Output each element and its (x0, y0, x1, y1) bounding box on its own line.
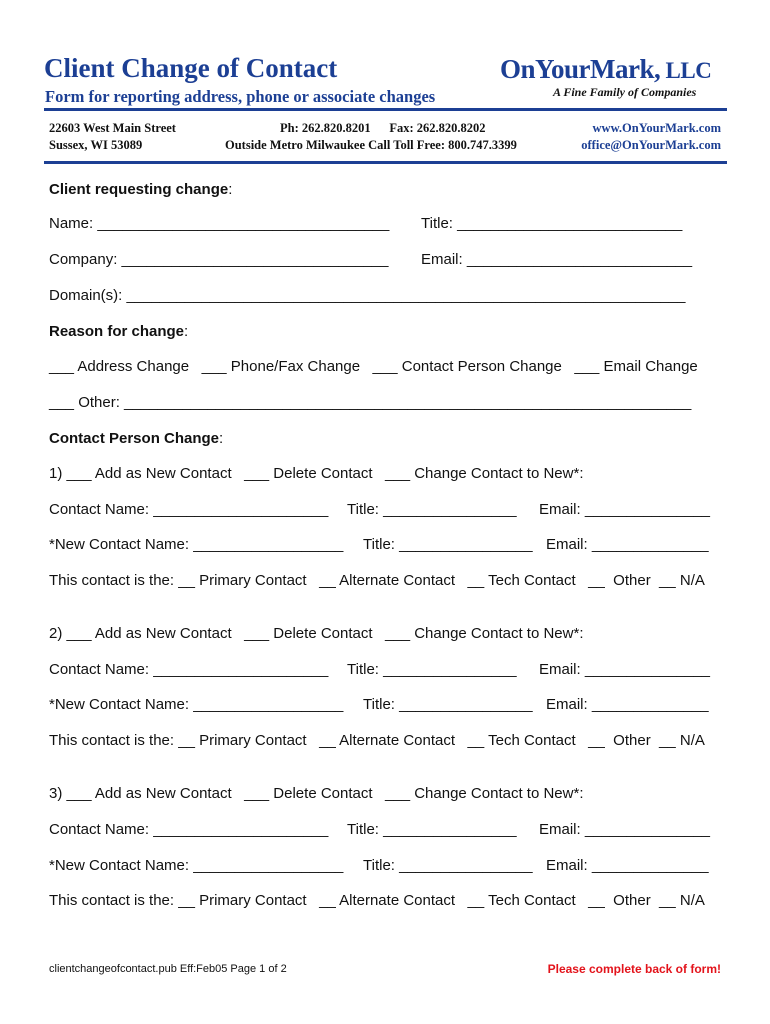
domains-field[interactable]: Domain(s): ___________________________________________________________________ (49, 287, 686, 304)
header-divider-top (44, 108, 727, 111)
client-email-field[interactable]: Email: ___________________________ (421, 251, 693, 268)
contact-block-1-type[interactable]: This contact is the: __ Primary Contact __ Alternate Contact __ Tech Contact __ Other __ N/A (49, 572, 705, 589)
contact-block-3-type[interactable]: This contact is the: __ Primary Contact __ Alternate Contact __ Tech Contact __ Other __ N/A (49, 892, 705, 909)
new-contact-title-field[interactable]: Title: ________________ (363, 536, 533, 553)
page-subtitle: Form for reporting address, phone or associate changes (45, 87, 436, 106)
new-contact-email-field[interactable]: Email: ______________ (546, 696, 709, 713)
contact-title-field[interactable]: Title: ________________ (347, 821, 517, 838)
contact-block-2-type[interactable]: This contact is the: __ Primary Contact __ Alternate Contact __ Tech Contact __ Other __ N/A (49, 732, 705, 749)
new-contact-name-field[interactable]: *New Contact Name: __________________ (49, 857, 344, 874)
reason-section-heading: Reason for change: (49, 323, 189, 340)
client-section-heading: Client requesting change: (49, 181, 233, 198)
new-contact-email-field[interactable]: Email: ______________ (546, 857, 709, 874)
contact-block-1-new (49, 536, 729, 553)
contact-block-3-new (49, 857, 729, 874)
contact-title-field[interactable]: Title: ________________ (347, 661, 517, 678)
title-field[interactable]: Title: ___________________________ (421, 215, 683, 232)
new-contact-name-field[interactable]: *New Contact Name: __________________ (49, 536, 344, 553)
contact-block-1-current (49, 501, 729, 518)
footer-file-info: clientchangeofcontact.pub Eff:Feb05 Page 1 of 2 (49, 963, 287, 975)
domains-row (49, 287, 729, 304)
contact-block-1-actions[interactable]: 1) ___ Add as New Contact ___ Delete Contact ___ Change Contact to New*: (49, 465, 584, 482)
reason-options-row[interactable]: ___ Address Change ___ Phone/Fax Change ___ Contact Person Change ___ Email Change (49, 358, 698, 375)
page-title: Client Change of Contact (44, 53, 338, 83)
contact-block-2-new (49, 696, 729, 713)
contact-name-field[interactable]: Contact Name: _____________________ (49, 501, 329, 518)
name-field[interactable]: Name: ___________________________________ (49, 215, 390, 232)
contact-email-field[interactable]: Email: _______________ (539, 501, 710, 518)
contact-block-2-current (49, 661, 729, 678)
toll-free-number: Outside Metro Milwaukee Call Toll Free: 800.747.3399 (225, 138, 517, 152)
website-link[interactable]: www.OnYourMark.com (592, 121, 721, 135)
contact-title-field[interactable]: Title: ________________ (347, 501, 517, 518)
new-contact-title-field[interactable]: Title: ________________ (363, 696, 533, 713)
contact-section-heading: Contact Person Change: (49, 430, 224, 447)
company-tagline: A Fine Family of Companies (553, 85, 697, 99)
contact-block-3-current (49, 821, 729, 838)
client-company-row (49, 251, 729, 268)
contact-block-2-actions[interactable]: 2) ___ Add as New Contact ___ Delete Contact ___ Change Contact to New*: (49, 625, 584, 642)
contact-block-3-actions[interactable]: 3) ___ Add as New Contact ___ Delete Contact ___ Change Contact to New*: (49, 785, 584, 802)
logo-llc-text: LLC (660, 58, 712, 83)
header-divider-bottom (44, 161, 727, 164)
new-contact-title-field[interactable]: Title: ________________ (363, 857, 533, 874)
contact-email-field[interactable]: Email: _______________ (539, 661, 710, 678)
new-contact-name-field[interactable]: *New Contact Name: __________________ (49, 696, 344, 713)
contact-name-field[interactable]: Contact Name: _____________________ (49, 661, 329, 678)
client-name-row (49, 215, 729, 232)
contact-name-field[interactable]: Contact Name: _____________________ (49, 821, 329, 838)
footer-back-note: Please complete back of form! (547, 962, 721, 976)
reason-other-row[interactable]: ___ Other: ____________________________________________________________________ (49, 394, 692, 411)
address-line-2: Sussex, WI 53089 (49, 138, 143, 152)
email-link[interactable]: office@OnYourMark.com (581, 138, 721, 152)
logo-main-text: OnYourMark, (500, 54, 661, 84)
phone-fax: Ph: 262.820.8201 Fax: 262.820.8202 (280, 121, 486, 135)
company-logo (500, 54, 711, 85)
company-field[interactable]: Company: ________________________________ (49, 251, 389, 268)
new-contact-email-field[interactable]: Email: ______________ (546, 536, 709, 553)
contact-email-field[interactable]: Email: _______________ (539, 821, 710, 838)
address-line-1: 22603 West Main Street (49, 121, 176, 135)
